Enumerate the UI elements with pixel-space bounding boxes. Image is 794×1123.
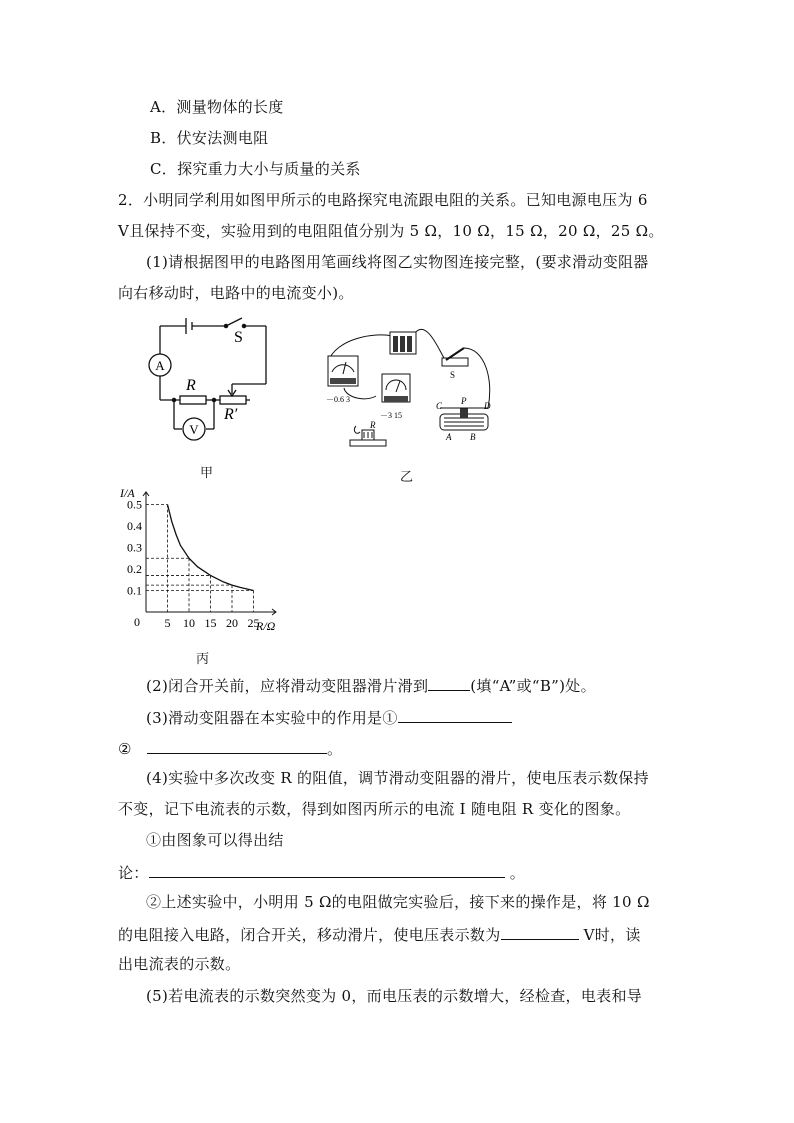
rheostat-icon bbox=[440, 408, 488, 430]
q2-part5-line-1: (5)若电流表的示数突然变为 0，而电压表的示数增大，经检查，电表和导 bbox=[146, 987, 643, 1005]
y-tick-label: 0.5 bbox=[127, 497, 142, 512]
voltmeter-terminals: －3 15 bbox=[380, 411, 402, 420]
caption-yi: 乙 bbox=[400, 470, 414, 485]
q2-part4-1-end: 。 bbox=[509, 864, 525, 882]
x-tick-label: 10 bbox=[183, 616, 195, 630]
rheostat-a: A bbox=[446, 432, 452, 442]
y-tick-label: 0.4 bbox=[127, 519, 142, 533]
origin-label: 0 bbox=[134, 615, 140, 629]
resistor-label: R bbox=[186, 377, 196, 394]
y-tick-label: 0.1 bbox=[127, 583, 142, 598]
x-tick-label: 25 bbox=[247, 616, 260, 630]
rheostat-p: P bbox=[461, 396, 467, 406]
q2-part2-text-b: (填“A”或“B”)处。 bbox=[470, 677, 596, 695]
q2-line-2: V且保持不变，实验用到的电阻阻值分别为 5 Ω，10 Ω，15 Ω，20 Ω，25 Ω。 bbox=[118, 222, 664, 240]
caption-jia: 甲 bbox=[200, 466, 214, 481]
circuit-diagram-jia bbox=[140, 312, 280, 452]
y-axis-label: I/A bbox=[120, 486, 135, 500]
q2-line-1: 2．小明同学利用如图甲所示的电路探究电流跟电阻的关系。已知电源电压为 6 bbox=[118, 191, 648, 209]
q2-part4-line-2: 不变，记下电流表的示数，得到如图丙所示的电流 I 随电阻 R 变化的图象。 bbox=[118, 800, 631, 818]
y-tick-label: 0.3 bbox=[127, 540, 142, 555]
answer-blank-part3-2[interactable] bbox=[147, 737, 327, 754]
rheostat-b: B bbox=[470, 432, 476, 442]
answer-blank-part4-2[interactable] bbox=[501, 923, 579, 940]
q2-part4-2-text-a: 的电阻接入电路，闭合开关，移动滑片，使电压表示数为 bbox=[118, 926, 501, 944]
rheostat-label: R′ bbox=[224, 406, 238, 423]
voltmeter-symbol: V bbox=[189, 422, 199, 437]
answer-blank-part3-1[interactable] bbox=[398, 706, 512, 723]
q2-part2-text-a: (2)闭合开关前，应将滑动变阻器滑片滑到 bbox=[146, 677, 429, 695]
x-tick-label: 20 bbox=[226, 616, 238, 630]
x-axis-label: R/Ω bbox=[256, 619, 276, 633]
answer-blank-part4-1[interactable] bbox=[149, 861, 505, 878]
knife-switch-icon bbox=[442, 348, 468, 366]
q2-part4-2-text-b: V时，读 bbox=[583, 926, 641, 944]
voltmeter-icon bbox=[382, 374, 410, 402]
rheostat-c: C bbox=[436, 401, 443, 411]
q2-part3-end: 。 bbox=[326, 740, 343, 758]
q2-part3-line-1 bbox=[146, 706, 512, 728]
switch-label: S bbox=[234, 329, 243, 346]
ammeter-symbol: A bbox=[155, 358, 165, 373]
rheostat-d: D bbox=[484, 401, 491, 411]
x-tick-label: 15 bbox=[204, 616, 217, 630]
q2-part1-line-2: 向右移动时，电路中的电流变小)。 bbox=[118, 284, 354, 302]
q2-part4-1-line-1: ①由图象可以得出结 bbox=[146, 831, 284, 849]
q2-part4-1-line-2 bbox=[118, 861, 525, 883]
q2-part4-1-text-b: 论： bbox=[118, 864, 149, 882]
ammeter-icon bbox=[328, 356, 358, 386]
answer-blank-part2[interactable] bbox=[428, 674, 470, 691]
q2-part3-text-b: ② bbox=[118, 740, 132, 758]
current-resistance-chart bbox=[116, 480, 296, 640]
q2-part4-line-1: (4)实验中多次改变 R 的阻值，调节滑动变阻器的滑片，使电压表示数保持 bbox=[146, 769, 649, 787]
q2-part1-line-1: (1)请根据图甲的电路图用笔画线将图乙实物图连接完整，(要求滑动变阻器 bbox=[146, 253, 649, 271]
switch-label-yi: S bbox=[450, 370, 456, 380]
ammeter-terminals: －0.6 3 bbox=[326, 395, 350, 404]
physical-circuit-yi bbox=[316, 318, 496, 463]
q2-part4-2-line-2 bbox=[118, 923, 641, 945]
y-tick-label: 0.2 bbox=[127, 562, 142, 576]
q2-part2 bbox=[146, 674, 596, 696]
battery-icon bbox=[390, 332, 416, 354]
q2-part4-2-line-3: 出电流表的示数。 bbox=[118, 955, 241, 973]
option-c: C．探究重力大小与质量的关系 bbox=[150, 160, 361, 178]
option-b: B．伏安法测电阻 bbox=[150, 129, 269, 147]
x-tick-label: 5 bbox=[164, 616, 171, 630]
option-a: A．测量物体的长度 bbox=[150, 98, 284, 116]
q2-part4-2-line-1: ②上述实验中，小明用 5 Ω的电阻做完实验后，接下来的操作是，将 10 Ω bbox=[146, 893, 650, 911]
resistor-label-yi: R bbox=[370, 420, 376, 430]
q2-part3-text-a: (3)滑动变阻器在本实验中的作用是① bbox=[146, 709, 398, 727]
caption-bing: 丙 bbox=[196, 652, 210, 667]
q2-part3-line-2 bbox=[118, 737, 342, 759]
